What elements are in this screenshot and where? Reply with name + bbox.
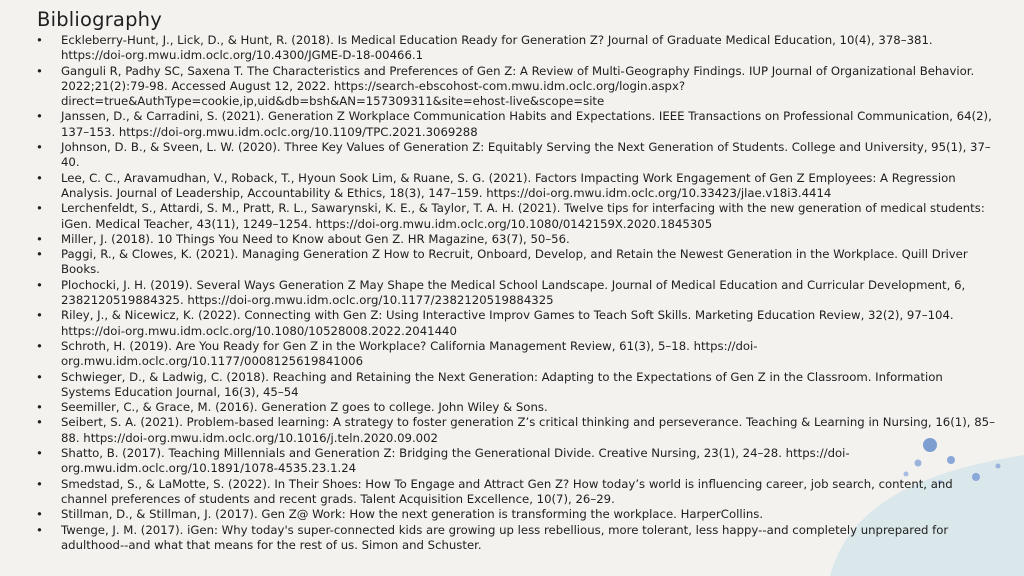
reference-item: • Seemiller, C., & Grace, M. (2016). Generation Z goes to college. John Wiley & Sons. xyxy=(36,400,996,415)
reference-item: • Twenge, J. M. (2017). iGen: Why today's super-connected kids are growing up less rebellious, more tolerant, less happy--and completely unprepared for adulthood--and what that means for the rest of us. Simon and Schuster. xyxy=(36,523,996,554)
reference-item: • Stillman, D., & Stillman, J. (2017). Gen Z@ Work: How the next generation is transforming the workplace. HarperCollins. xyxy=(36,507,996,522)
reference-item: • Plochocki, J. H. (2019). Several Ways Generation Z May Shape the Medical School Landscape. Journal of Medical Education and Curricular Development, 6, 2382120519884325. https://doi-org.mwu.idm.oclc.org/10.1177/2382120519884325 xyxy=(36,278,996,309)
reference-item: • Paggi, R., & Clowes, K. (2021). Managing Generation Z How to Recruit, Onboard, Develop, and Retain the Newest Generation in the Workplace. Quill Driver Books. xyxy=(36,247,996,278)
reference-item: • Seibert, S. A. (2021). Problem-based learning: A strategy to foster generation Z’s critical thinking and perseverance. Teaching & Learning in Nursing, 16(1), 85–88. https://doi-org.mwu.idm.oclc.org/10.1016/j.teln.2020.09.002 xyxy=(36,415,996,446)
reference-item: • Johnson, D. B., & Sveen, L. W. (2020). Three Key Values of Generation Z: Equitably Serving the Next Generation of Students. College and University, 95(1), 37–40. xyxy=(36,140,996,171)
reference-item: • Ganguli R, Padhy SC, Saxena T. The Characteristics and Preferences of Gen Z: A Review of Multi-Geography Findings. IUP Journal of Organizational Behavior. 2022;21(2):79-98. Accessed August 12, 2022. https://search-ebscohost-com.mwu.idm.oclc.org/login.aspx?direct=true&AuthType=cookie,ip,uid&db=bsh&AN=157309311&site=ehost-live&scope=site xyxy=(36,64,996,110)
slide-title: Bibliography xyxy=(37,8,162,31)
blue-dot xyxy=(996,464,1001,469)
reference-item: • Miller, J. (2018). 10 Things You Need to Know about Gen Z. HR Magazine, 63(7), 50–56. xyxy=(36,232,996,247)
reference-item: • Janssen, D., & Carradini, S. (2021). Generation Z Workplace Communication Habits and Expectations. IEEE Transactions on Professional Communication, 64(2), 137–153. https://doi-org.mwu.idm.oclc.org/10.1109/TPC.2021.3069288 xyxy=(36,109,996,140)
reference-item: • Shatto, B. (2017). Teaching Millennials and Generation Z: Bridging the Generational Divide. Creative Nursing, 23(1), 24–28. https://doi-org.mwu.idm.oclc.org/10.1891/1078-4535.23.1.24 xyxy=(36,446,996,477)
reference-item: • Schroth, H. (2019). Are You Ready for Gen Z in the Workplace? California Management Review, 61(3), 5–18. https://doi-org.mwu.idm.oclc.org/10.1177/0008125619841006 xyxy=(36,339,996,370)
reference-item: • Smedstad, S., & LaMotte, S. (2022). In Their Shoes: How To Engage and Attract Gen Z? How today’s world is influencing career, job search, content, and channel preferences of students and recent grads. Talent Acquisition Excellence, 10(7), 26–29. xyxy=(36,477,996,508)
reference-item: • Lee, C. C., Aravamudhan, V., Roback, T., Hyoun Sook Lim, & Ruane, S. G. (2021). Factors Impacting Work Engagement of Gen Z Employees: A Regression Analysis. Journal of Leadership, Accountability & Ethics, 18(3), 147–159. https://doi-org.mwu.idm.oclc.org/10.33423/jlae.v18i3.4414 xyxy=(36,171,996,202)
reference-list xyxy=(36,33,996,553)
reference-item: • Eckleberry-Hunt, J., Lick, D., & Hunt, R. (2018). Is Medical Education Ready for Generation Z? Journal of Graduate Medical Education, 10(4), 378–381. https://doi-org.mwu.idm.oclc.org/10.4300/JGME-D-18-00466.1 xyxy=(36,33,996,64)
reference-item: • Schwieger, D., & Ladwig, C. (2018). Reaching and Retaining the Next Generation: Adapting to the Expectations of Gen Z in the Classroom. Information Systems Education Journal, 16(3), 45–54 xyxy=(36,370,996,401)
reference-item: • Lerchenfeldt, S., Attardi, S. M., Pratt, R. L., Sawarynski, K. E., & Taylor, T. A. H. (2021). Twelve tips for interfacing with the new generation of medical students: iGen. Medical Teacher, 43(11), 1249–1254. https://doi-org.mwu.idm.oclc.org/10.1080/0142159X.2020.1845305 xyxy=(36,201,996,232)
reference-item: • Riley, J., & Nicewicz, K. (2022). Connecting with Gen Z: Using Interactive Improv Games to Teach Soft Skills. Marketing Education Review, 32(2), 97–104. https://doi-org.mwu.idm.oclc.org/10.1080/10528008.2022.2041440 xyxy=(36,308,996,339)
